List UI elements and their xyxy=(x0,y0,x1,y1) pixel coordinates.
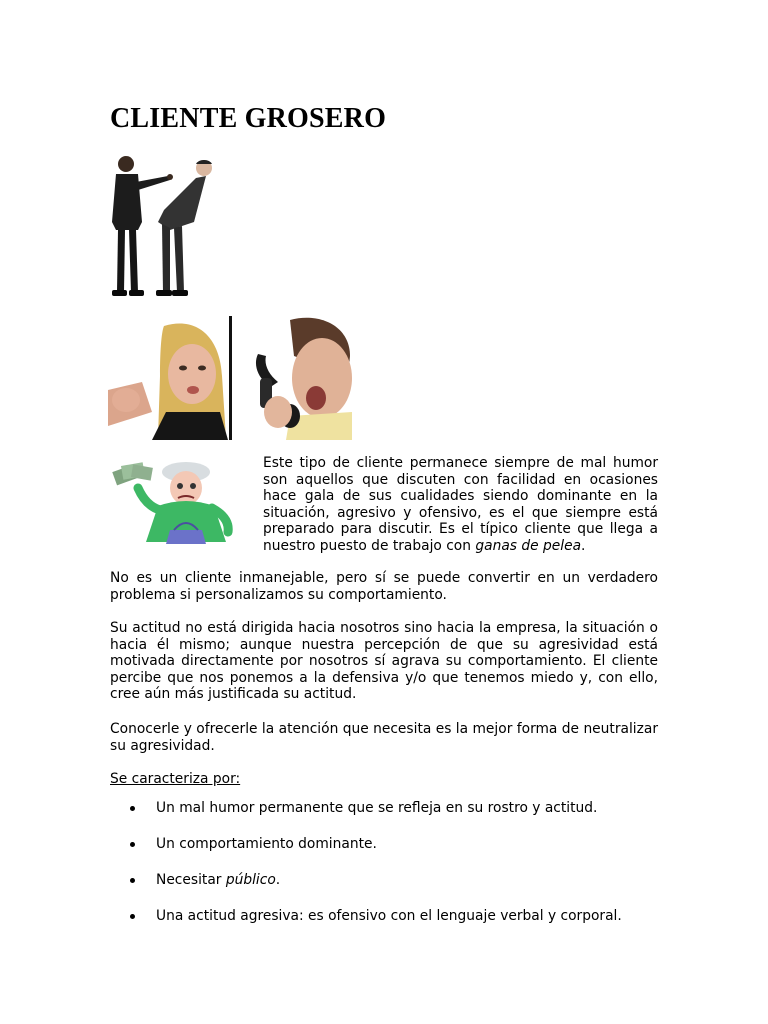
intro-end: . xyxy=(581,537,586,554)
list-item xyxy=(130,908,690,944)
list-item-text: Un mal humor permanente que se refleja en su rostro y actitud. xyxy=(156,800,598,816)
list-item xyxy=(130,836,690,872)
page-title: CLIENTE GROSERO xyxy=(110,103,387,134)
angry-woman-image xyxy=(108,316,232,440)
list-item-text-end: . xyxy=(275,872,281,888)
angry-man-phone-image xyxy=(250,316,352,440)
businessmen-arguing-image xyxy=(108,152,214,300)
list-item-text: Una actitud agresiva: es ofensivo con el lenguaje verbal y corporal. xyxy=(156,908,622,924)
list-item xyxy=(130,800,690,836)
bullet-icon xyxy=(130,914,135,919)
man-left-head xyxy=(118,156,134,172)
characteristics-list xyxy=(130,800,690,944)
list-heading: Se caracteriza por: xyxy=(110,771,241,787)
grumpy-cartoon-customer-image xyxy=(110,458,240,548)
bullet-icon xyxy=(130,878,135,883)
paragraph-1: No es un cliente inmanejable, pero sí se puede convertir en un verdadero problema si personalizamos su comportamiento. xyxy=(110,570,658,603)
list-item-emphasis: público xyxy=(225,872,276,888)
intro-emphasis: ganas de pelea xyxy=(475,537,582,554)
paragraph-3: Conocerle y ofrecerle la atención que necesita es la mejor forma de neutralizar su agresividad. xyxy=(110,721,658,754)
intro-text: Este tipo de cliente permanece siempre de mal humor son aquellos que discuten con facilidad en ocasiones hace gala de sus cualidades siendo dominante en la situación, agresivo y ofensivo, es el que siempre está preparado para discutir. Es el típico cliente que llega a nuestro puesto de trabajo con xyxy=(263,455,658,554)
bullet-icon xyxy=(130,842,135,847)
bullet-icon xyxy=(130,806,135,811)
list-item xyxy=(130,872,690,908)
intro-paragraph xyxy=(263,455,658,555)
list-item-text: Necesitar xyxy=(156,872,226,888)
list-item-text: Un comportamiento dominante. xyxy=(156,836,377,852)
paragraph-2: Su actitud no está dirigida hacia nosotros sino hacia la empresa, la situación o hacia él mismo; aunque nuestra percepción de que su agresividad está motivada directamente por nosotros sí agrava su comportamiento. El cliente percibe que nos ponemos a la defensiva y/o que tenemos miedo y, con ello, cree aún más justificada su actitud. xyxy=(110,620,658,703)
